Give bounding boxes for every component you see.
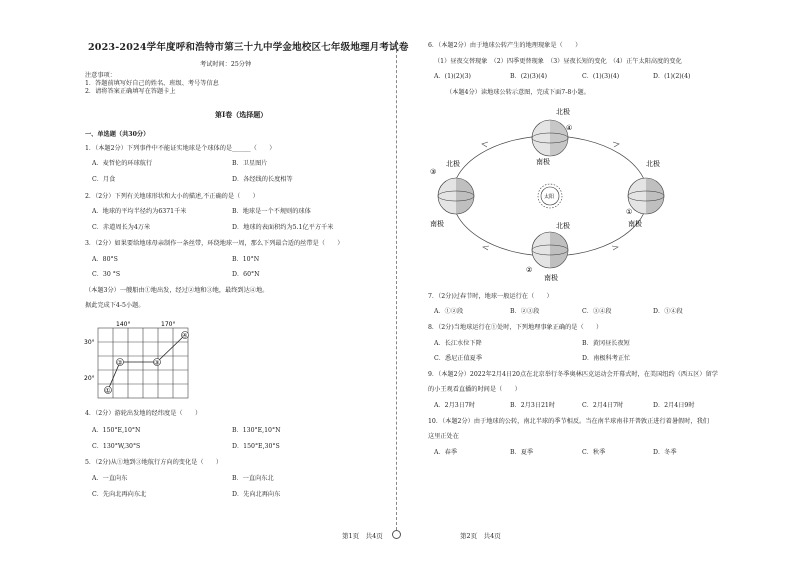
q3-opt-a: A．80°S [92, 256, 118, 263]
sun-label: 太阳 [544, 194, 555, 200]
q8-opt-a: A．长江水位下降 [434, 340, 482, 347]
grid-map [84, 318, 204, 402]
point-3-label: ③ [154, 359, 160, 367]
q7-opt-a: A．①②段 [434, 308, 464, 315]
earth-left [438, 178, 474, 214]
q2-opt-a: A．地球的平均半径约为6371千米 [92, 208, 187, 215]
q2-opt-c: C．赤道周长为4万米 [92, 224, 151, 231]
q4-opt-b: B．130°E,10°N [232, 427, 281, 434]
q9-opt-a: A．2月3日7时 [434, 402, 476, 409]
q4-opt-d: D．150°E,30°S [232, 443, 280, 450]
exam-title: 2023-2024学年度呼和浩特市第三十九中学金地校区七年级地理月考试卷 [88, 42, 409, 53]
q1-opt-d: D．各经线的长度相等 [232, 176, 293, 183]
q10-opt-b: B．夏季 [510, 449, 534, 456]
lon-label-170: 170° [161, 321, 176, 328]
left-num-label: ③ [430, 168, 437, 176]
lon-label-140: 140° [116, 321, 131, 328]
lat-label-20: 20° [84, 375, 95, 382]
top-north-label: 北极 [556, 108, 570, 116]
bottom-num-label: ② [526, 266, 533, 274]
q10-stem: 10．（本题2分）由于地球的公转，南北半球的季节相反。当在南半球南非开普敦正进行着暑假时，我们 [428, 418, 709, 425]
q1-opt-a: A．麦哲伦的环球航行 [92, 160, 153, 167]
top-num-label: ④ [566, 124, 573, 132]
q3-stem: 3．（2分）如果要给地球母亲制作一条丝带，环绕地球一周，那么下列最合适的丝带是（ ） [85, 240, 344, 247]
orbit-diagram [428, 100, 673, 285]
q8-opt-b: B．黄冈昼长夜短 [582, 340, 630, 347]
q6-opt-b: B．(2)(3)(4) [510, 73, 548, 80]
q4-intro-2: 据此完成下4-5小题。 [85, 302, 145, 309]
q6-opt-a: A．(1)(2)(3) [434, 73, 471, 80]
bottom-south-label: 南极 [544, 274, 558, 282]
q6-opt-d: D．(1)(2)(4) [653, 73, 691, 80]
top-south-label: 南极 [536, 158, 550, 166]
q10-stem-2: 这里正处在 [428, 433, 459, 440]
q2-opt-d: D．地球的表面积约为5.1亿平方千米 [232, 224, 334, 231]
q8-stem: 8．（2分)当地球运行在①处时，下列地理事象正确的是（ ） [428, 324, 603, 331]
footer-right: 第2页 共4页 [460, 532, 501, 540]
page-divider [396, 40, 397, 530]
q5-opt-a: A．一直向东 [92, 475, 128, 482]
q9-stem-2: 的小王观看直播的时间是（ ） [428, 386, 521, 393]
q10-opt-c: C．秋季 [582, 449, 606, 456]
part1-title: 一、单选题（共30分） [85, 131, 150, 138]
q5-stem: 5．（2分)从①地到③地航行方向的变化是（ ） [85, 459, 223, 466]
q1-opt-b: B．卫星图片 [232, 160, 268, 167]
grid-lines [98, 328, 188, 398]
q3-opt-d: D．60°N [232, 271, 260, 278]
right-page [398, 0, 794, 561]
q1-opt-c: C．月食 [92, 176, 116, 183]
earth-right [628, 178, 664, 214]
q7-opt-b: B．②③段 [510, 308, 540, 315]
q4-opt-a: A．150°E,10°N [92, 427, 141, 434]
q1-stem: 1．（本题2分）下列事件中不能证实地球是个球体的是______（ ） [85, 145, 276, 152]
note-1: 1．答题前填写好自己的姓名、班级、考号等信息 [85, 80, 219, 87]
q3-opt-c: C．30 °S [92, 271, 121, 278]
bottom-north-label: 北极 [556, 222, 570, 230]
q5-opt-d: D．先向北再向东 [232, 491, 281, 498]
note-2: 2．请将答案正确填写在答题卡上 [85, 88, 176, 95]
q9-opt-d: D．2月4日9时 [653, 402, 695, 409]
q8-opt-d: D．南极科考正忙 [582, 355, 631, 362]
q7-opt-c: C．③④段 [582, 308, 612, 315]
q6-line1: （1）昼夜交替现象 （2）四季更替现象 （3）昼夜长短的变化 （4）正午太阳高度的变化 [434, 58, 682, 65]
footer-left: 第1页 共4页 [342, 532, 383, 540]
q4-intro: （本题3分）一艘船由①地出发，经过②地和③地，最终到达④地。 [85, 287, 269, 294]
left-north-label: 北极 [446, 160, 460, 168]
q9-stem: 9．（本题2分）2022年2月4日20点在北京举行冬季奥林匹克运动会开幕式时，在美国纽约（西五区）留学 [428, 371, 718, 378]
q7-stem: 7．（2分)过春节时，地球一般运行在（ ） [428, 293, 553, 300]
right-south-label: 南极 [628, 220, 642, 228]
q2-opt-b: B．地球是一个不规则的球体 [232, 208, 311, 215]
q7-opt-d: D．①④段 [653, 308, 683, 315]
section-title: 第I卷（选择题） [215, 110, 268, 119]
q5-opt-b: B．一直向东北 [232, 475, 274, 482]
q9-opt-b: B．2月3日21时 [510, 402, 556, 409]
q3-opt-b: B．10°N [232, 256, 260, 263]
q6-stem: 6．（本题2分）由于地球公转产生的地理现象是（ ） [428, 42, 582, 49]
q8-opt-c: C．悉尼正值夏季 [434, 355, 483, 362]
earth-top [532, 120, 568, 156]
q5-opt-c: C．先向北再向东北 [92, 491, 147, 498]
right-num-label: ① [626, 208, 633, 216]
q9-opt-c: C．2月4日7时 [582, 402, 624, 409]
q4-stem: 4．（2分）游轮出发地的经纬度是（ ） [85, 410, 202, 417]
notes-header: 注意事项： [85, 72, 116, 79]
q10-opt-d: D．冬季 [653, 449, 677, 456]
point-1-label: ① [105, 387, 111, 395]
q10-opt-a: A．春季 [434, 449, 458, 456]
q2-stem: 2．（2分）下列有关地球形状和大小的描述,不正确的是（ ） [85, 193, 259, 200]
lat-label-30: 30° [84, 339, 95, 346]
earth-bottom [532, 232, 568, 268]
point-2-label: ② [117, 359, 123, 367]
q4-opt-c: C．130°W,30°S [92, 443, 141, 450]
left-south-label: 南极 [430, 220, 444, 228]
right-north-label: 北极 [646, 160, 660, 168]
point-4-label: ④ [182, 332, 188, 340]
q7-intro: （本题4分）读地球公转示意图，完成下面7-8小题。 [446, 89, 590, 96]
exam-time: 考试时间：25分钟 [200, 61, 252, 68]
q6-opt-c: C．(1)(3)(4) [582, 73, 620, 80]
